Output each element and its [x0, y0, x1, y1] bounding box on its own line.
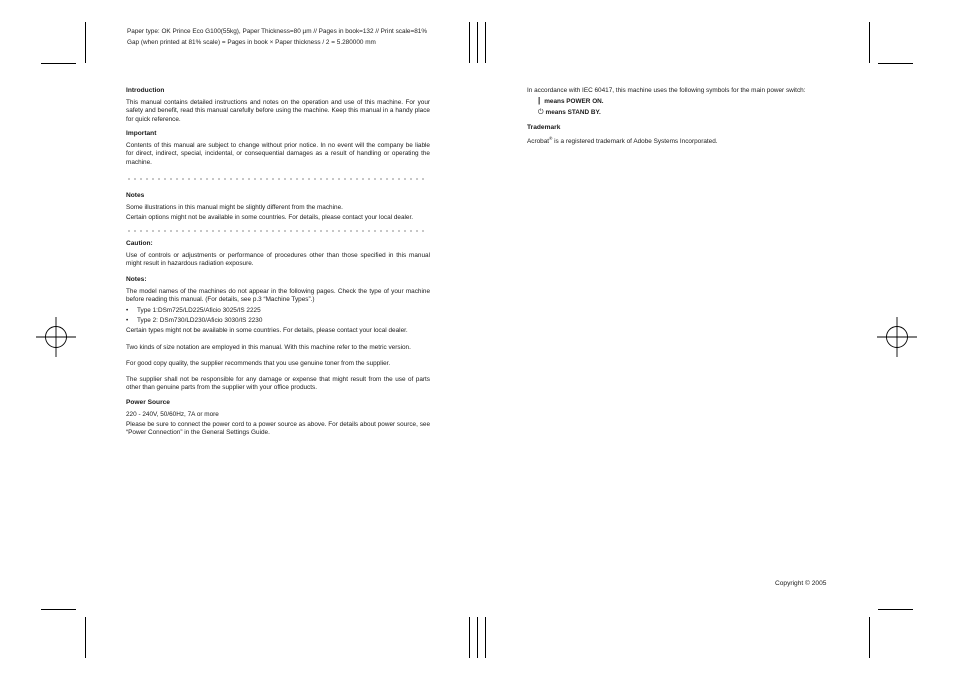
notes-heading: Notes [126, 192, 145, 199]
bullet: • [126, 317, 129, 324]
intro-heading: Introduction [126, 87, 165, 94]
standby-text: means STAND BY. [545, 109, 601, 116]
important-text: Contents of this manual are subject to change without prior notice. In no event will the company be liable for direct, indirect, special, incidental, or consequential damages as a result of handling or operating the machine. [126, 142, 430, 166]
print-info-line2: Gap (when printed at 81% scale) = Pages in book × Paper thickness / 2 = 5.280000 mm [127, 39, 376, 46]
list-item-text: Type 2: DSm730/LD230/Aficio 3030/IS 2230 [137, 317, 263, 324]
fold-mark [477, 617, 478, 658]
crop-mark [85, 617, 86, 658]
registration-mark-icon [36, 317, 76, 357]
list-item [126, 307, 261, 315]
size-notation-text: Two kinds of size notation are employed in this manual. With this machine refer to the metric version. [126, 344, 411, 351]
crop-mark [878, 63, 913, 64]
trademark-heading: Trademark [527, 124, 561, 131]
fold-mark [469, 617, 470, 658]
notes2-heading: Notes: [126, 276, 147, 283]
iec-text: In accordance with IEC 60417, this machine uses the following symbols for the main power switch: [527, 87, 806, 94]
dotted-divider [126, 177, 428, 181]
print-info-line1: Paper type: OK Prince Eco G100(55kg), Paper Thickness=80 µm // Pages in book=132 // Print scale=81% [127, 28, 428, 35]
standby-line [538, 108, 601, 117]
registration-mark-icon [877, 317, 917, 357]
power-source-heading: Power Source [126, 399, 170, 406]
list-item-text: Type 1:DSm725/LD225/Aficio 3025/IS 2225 [137, 307, 261, 314]
important-heading: Important [126, 130, 157, 137]
copyright: Copyright © 2005 [775, 580, 827, 587]
trademark-text [527, 135, 718, 147]
crop-mark [41, 609, 76, 610]
power-on-line [538, 97, 604, 106]
intro-text: This manual contains detailed instructions and notes on the operation and use of this machine. For your safety and benefit, read this manual carefully before using the machine. Keep this manual in a handy place for quick reference. [126, 99, 430, 123]
crop-mark [85, 22, 86, 63]
trademark-statement: is a registered trademark of Adobe Systems Incorporated. [552, 138, 718, 146]
power-source-text: Please be sure to connect the power cord to a power source as above. For details about power source, see “Power Connection” in the General Settings Guide. [126, 421, 430, 437]
notes-text-2: Certain options might not be available in some countries. For details, please contact your local dealer. [126, 214, 414, 221]
power-on-text: means POWER ON. [544, 98, 604, 105]
fold-mark [485, 617, 486, 658]
registered-mark: ® [549, 136, 553, 141]
crop-mark [869, 617, 870, 658]
standby-icon: ⏻ [538, 108, 544, 116]
fold-mark [485, 22, 486, 63]
notes-text-1: Some illustrations in this manual might be slightly different from the machine. [126, 204, 343, 211]
types-text: Certain types might not be available in some countries. For details, please contact your local dealer. [126, 327, 408, 334]
power-source-line1: 220 - 240V, 50/60Hz, 7A or more [126, 411, 219, 418]
acrobat-name: Acrobat [527, 138, 550, 146]
fold-mark [469, 22, 470, 63]
list-item [126, 317, 262, 325]
supplier-text: The supplier shall not be responsible for any damage or expense that might result from the use of parts other than genuine parts from the supplier with your office products. [126, 376, 430, 392]
caution-heading: Caution: [126, 240, 153, 247]
bullet: • [126, 307, 129, 314]
fold-mark [477, 22, 478, 63]
crop-mark [878, 609, 913, 610]
toner-text: For good copy quality, the supplier recommends that you use genuine toner from the supplier. [126, 360, 391, 367]
crop-mark [41, 63, 76, 64]
caution-text: Use of controls or adjustments or performance of procedures other than those specified in this manual might result in hazardous radiation exposure. [126, 252, 430, 268]
dotted-divider [126, 229, 428, 233]
power-on-icon: | [538, 96, 541, 105]
notes2-text: The model names of the machines do not appear in the following pages. Check the type of your machine before reading this manual. (For details, see p.3 “Machine Types”.) [126, 288, 430, 304]
crop-mark [869, 22, 870, 63]
